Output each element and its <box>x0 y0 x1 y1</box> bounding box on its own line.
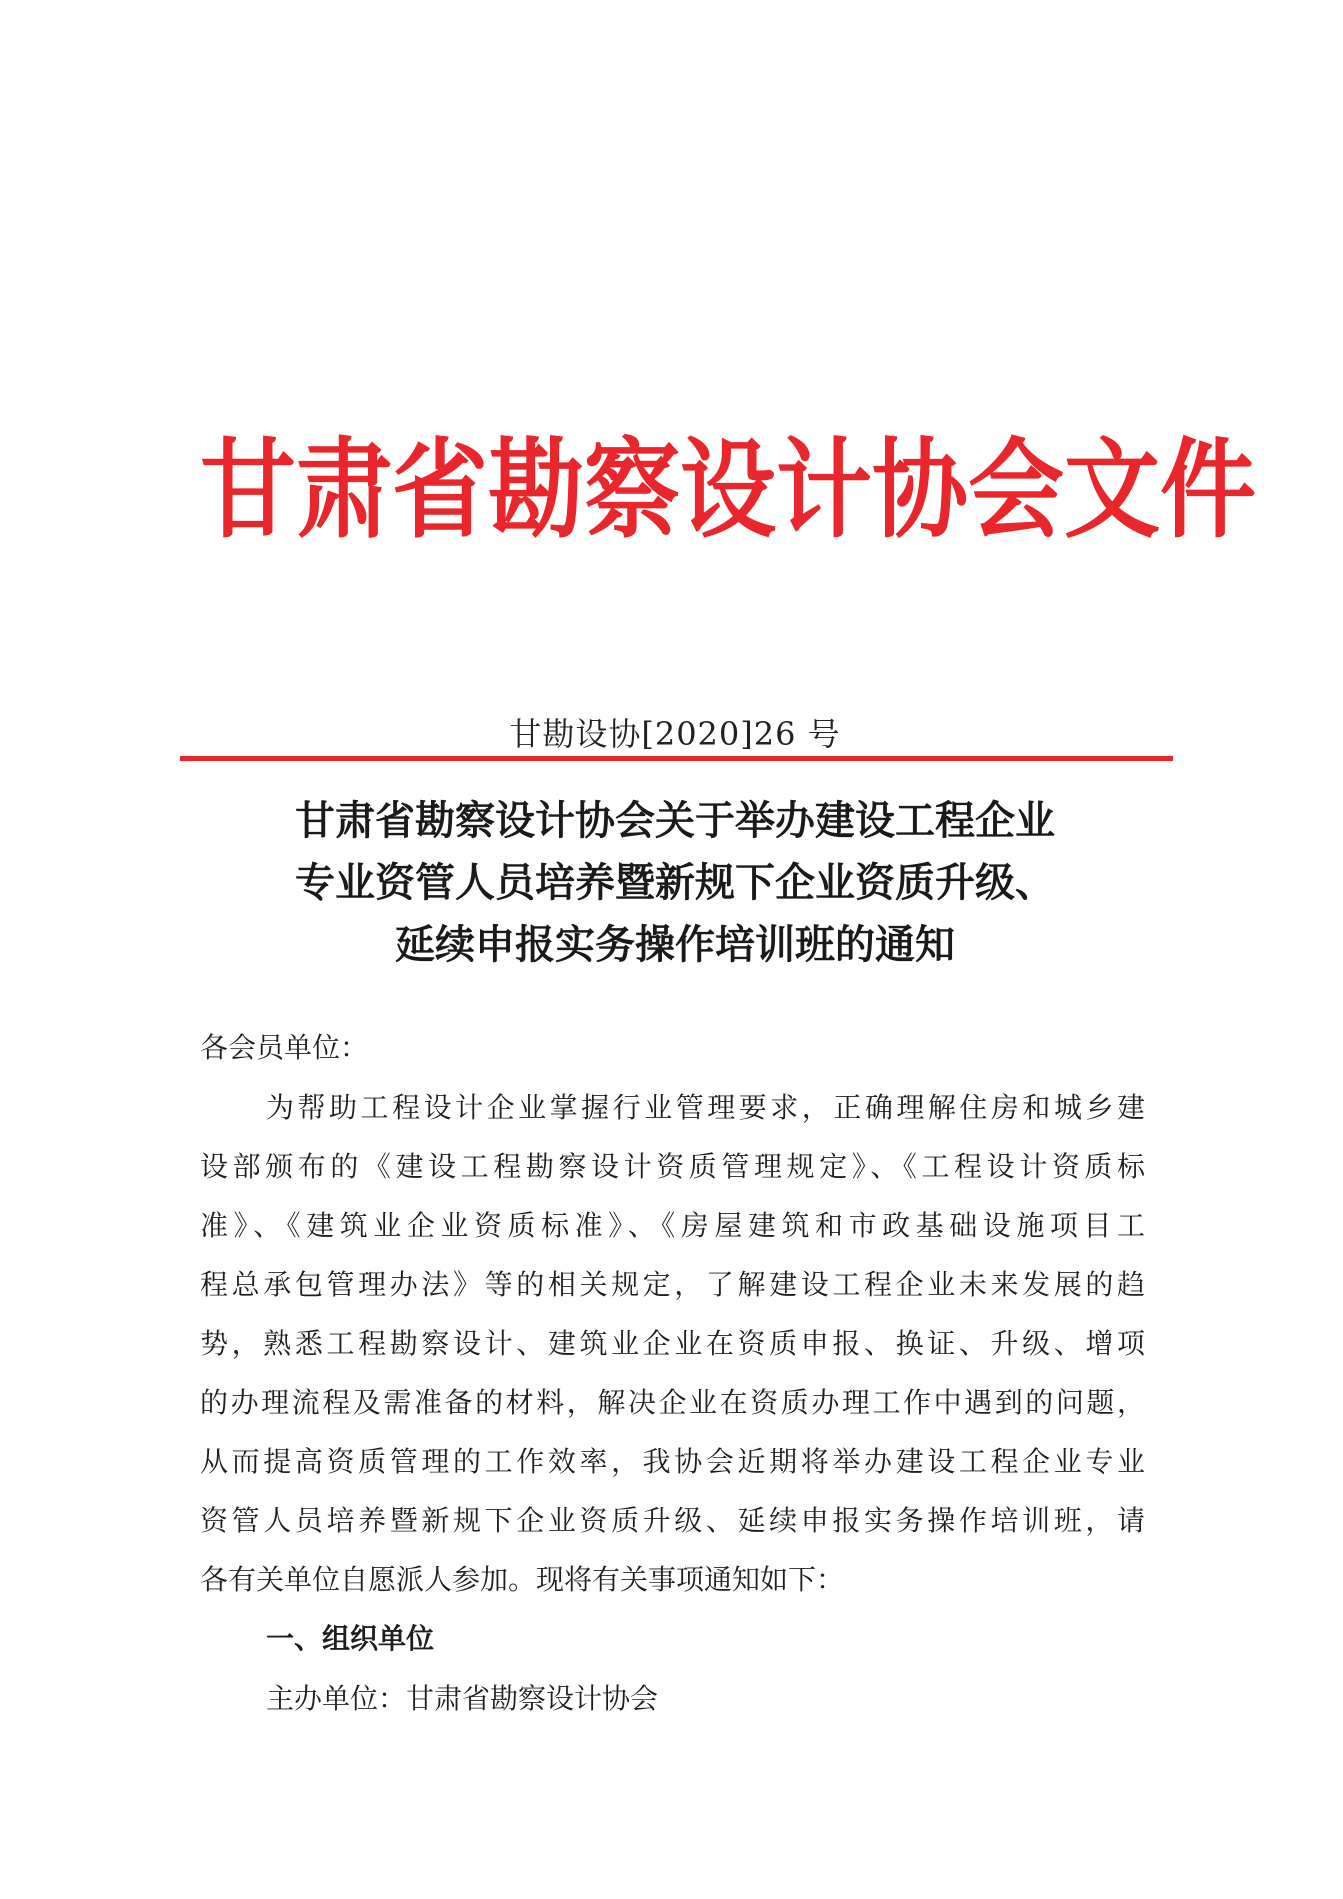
paragraph-line: 为帮助工程设计企业掌握行业管理要求，正确理解住房和城乡建 <box>266 1091 1145 1124</box>
notice-body <box>200 1018 1145 1729</box>
paragraph-line: 资管人员培养暨新规下企业资质升级、延续申报实务操作培训班，请 <box>200 1504 1145 1537</box>
paragraph-line: 势，熟悉工程勘察设计、建筑业企业在资质申报、换证、升级、增项 <box>200 1327 1145 1360</box>
salutation: 各会员单位： <box>200 1031 369 1064</box>
document-number: 甘勘设协[2020]26 号 <box>509 715 841 753</box>
intro-paragraph <box>200 1078 1145 1609</box>
paragraph-line: 从而提高资质管理的工作效率，我协会近期将举办建设工程企业专业 <box>200 1445 1145 1478</box>
paragraph-line: 程总承包管理办法》等的相关规定，了解建设工程企业未来发展的趋 <box>200 1268 1145 1301</box>
notice-title <box>190 790 1160 976</box>
paragraph-line: 准》、《建筑业企业资质标准》、《房屋建筑和市政基础设施项目工 <box>200 1209 1145 1242</box>
notice-title-line: 专业资管人员培养暨新规下企业资质升级、 <box>295 860 1055 906</box>
notice-title-line: 甘肃省勘察设计协会关于举办建设工程企业 <box>295 798 1055 844</box>
paragraph-line: 设部颁布的《建设工程勘察设计资质管理规定》、《工程设计资质标 <box>200 1150 1145 1183</box>
masthead-title: 甘肃省勘察设计协会文件 <box>200 427 1256 553</box>
red-divider-line <box>180 756 1173 761</box>
paragraph-line: 的办理流程及需准备的材料，解决企业在资质办理工作中遇到的问题， <box>200 1386 1145 1419</box>
paragraph-line: 各有关单位自愿派人参加。现将有关事项通知如下： <box>200 1563 845 1596</box>
organizer-line: 主办单位：甘肃省勘察设计协会 <box>266 1682 659 1715</box>
notice-title-line: 延续申报实务操作培训班的通知 <box>395 922 955 968</box>
section-heading: 一、组织单位 <box>266 1622 435 1655</box>
